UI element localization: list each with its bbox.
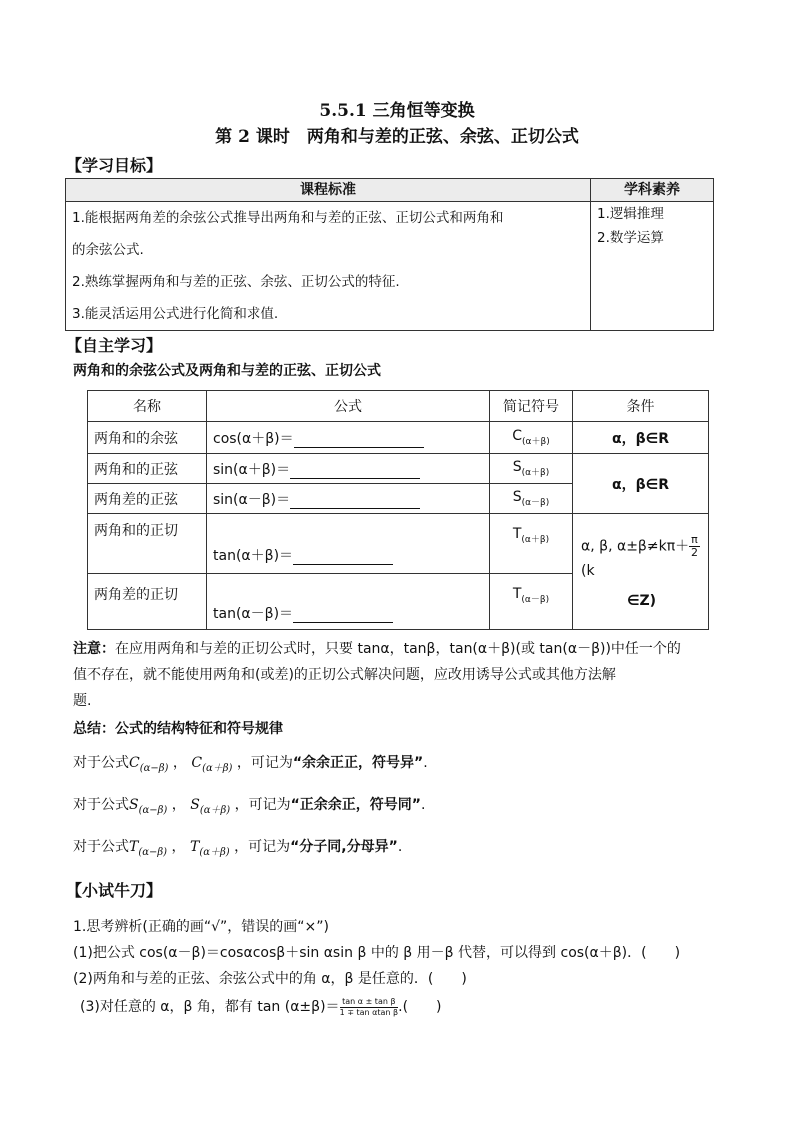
row-symbol: $T_{(\alpha+\beta)}$ (490, 514, 573, 574)
section-self-study: 【自主学习】 (66, 336, 163, 355)
note-paragraph: 注意：在应用两角和与差的正切公式时，只要 tanα，tanβ，tan(α＋β)(或 tan(α－β))中任一个的 值不存在，就不能使用两角和(或差)的正切公式解决问题，应改用诱导公式或其他方法解 题. (73, 641, 681, 709)
exercise-q1-3: (3)对任意的 α，β 角，都有 tan (α±β)＝ $\frac{\text{tan α ± tan β}}{\text{1 ∓ tan αtan β}}$ .( ) (80, 996, 442, 1017)
row-name: 两角和的余弦 (88, 422, 207, 454)
header-formula: 公式 (207, 391, 490, 422)
lesson-subtitle: 第 2 课时 两角和与差的正弦、余弦、正切公式 (215, 127, 579, 147)
goals-col-literacy: 学科素养 (591, 179, 714, 202)
tan-fraction: $\frac{\text{tan α ± tan β}}{\text{1 ∓ tan αtan β}}$ (339, 996, 399, 1017)
goals-col-standards: 课程标准 (66, 179, 591, 202)
row-name: 两角和的正弦 (88, 454, 207, 484)
section-goals: 【学习目标】 (66, 156, 163, 175)
note-label: 注意： (73, 641, 115, 657)
section-try: 【小试牛刀】 (66, 881, 163, 900)
summary-item: 对于公式$C_{(\alpha-\beta)}$ ， $C_{(\alpha+\beta)}$ ，可记为“余余正正，符号异”. (73, 755, 428, 774)
standard-line: 的余弦公式. (72, 242, 144, 258)
standard-line: 1.能根据两角差的余弦公式推导出两角和与差的正弦、正切公式和两角和 (72, 210, 504, 226)
row-formula: cos(α＋β)＝ (207, 422, 490, 454)
formula-table (87, 390, 709, 630)
row-condition-tan: α, β, α±β≠kπ＋ $\frac{\pi}{2}$ (k ∈Z) (573, 514, 709, 630)
formula-subheading: 两角和的余弦公式及两角和与差的正弦、正切公式 (73, 363, 381, 379)
exercise-q1: 1.思考辨析(正确的画“√”，错误的画“×”) (73, 919, 329, 935)
header-name: 名称 (88, 391, 207, 422)
row-name: 两角差的正弦 (88, 484, 207, 514)
table-row (88, 454, 709, 484)
row-symbol: $C_{(\alpha+\beta)}$ (490, 422, 573, 454)
literacy-cell (591, 202, 714, 331)
standards-cell (66, 202, 591, 331)
goals-table (65, 178, 714, 331)
standard-line: 3.能灵活运用公式进行化简和求值. (72, 306, 279, 322)
pi-over-two: $\frac{\pi}{2}$ (690, 533, 698, 559)
header-condition: 条件 (573, 391, 709, 422)
row-formula: tan(α－β)＝ (207, 574, 490, 630)
row-symbol: $T_{(\alpha-\beta)}$ (490, 574, 573, 630)
summary-title: 总结：公式的结构特征和符号规律 (73, 721, 283, 737)
tan-condition-main: α, β, α±β≠kπ＋ (581, 538, 690, 555)
row-formula: tan(α＋β)＝ (207, 514, 490, 574)
summary-item: 对于公式$S_{(\alpha-\beta)}$ ， $S_{(\alpha+\beta)}$ ，可记为“正余余正，符号同”. (73, 797, 426, 816)
row-symbol: $S_{(\alpha-\beta)}$ (490, 484, 573, 514)
summary-item: 对于公式$T_{(\alpha-\beta)}$ ， $T_{(\alpha+\beta)}$ ，可记为“分子同,分母异”. (73, 839, 403, 858)
table-row (88, 422, 709, 454)
row-condition: α，β∈R (573, 454, 709, 514)
header-symbol: 简记符号 (490, 391, 573, 422)
row-condition: α，β∈R (573, 422, 709, 454)
row-formula: sin(α＋β)＝ (207, 454, 490, 484)
row-name: 两角差的正切 (88, 574, 207, 630)
table-row (88, 514, 709, 574)
exercise-q1-1: (1)把公式 cos(α－β)＝cosαcosβ＋sin αsin β 中的 β 用－β 代替，可以得到 cos(α＋β)．( ) (73, 945, 681, 961)
literacy-item: 2.数学运算 (597, 230, 664, 246)
standard-line: 2.熟练掌握两角和与差的正弦、余弦、正切公式的特征. (72, 274, 400, 290)
literacy-item: 1.逻辑推理 (597, 206, 664, 222)
lesson-title: 5.5.1 三角恒等变换 (319, 101, 475, 121)
tan-condition-z: ∈Z) (626, 593, 657, 609)
row-name: 两角和的正切 (88, 514, 207, 574)
row-symbol: $S_{(\alpha+\beta)}$ (490, 454, 573, 484)
exercise-q1-2: (2)两角和与差的正弦、余弦公式中的角 α，β 是任意的．( ) (73, 971, 467, 987)
row-formula: sin(α－β)＝ (207, 484, 490, 514)
